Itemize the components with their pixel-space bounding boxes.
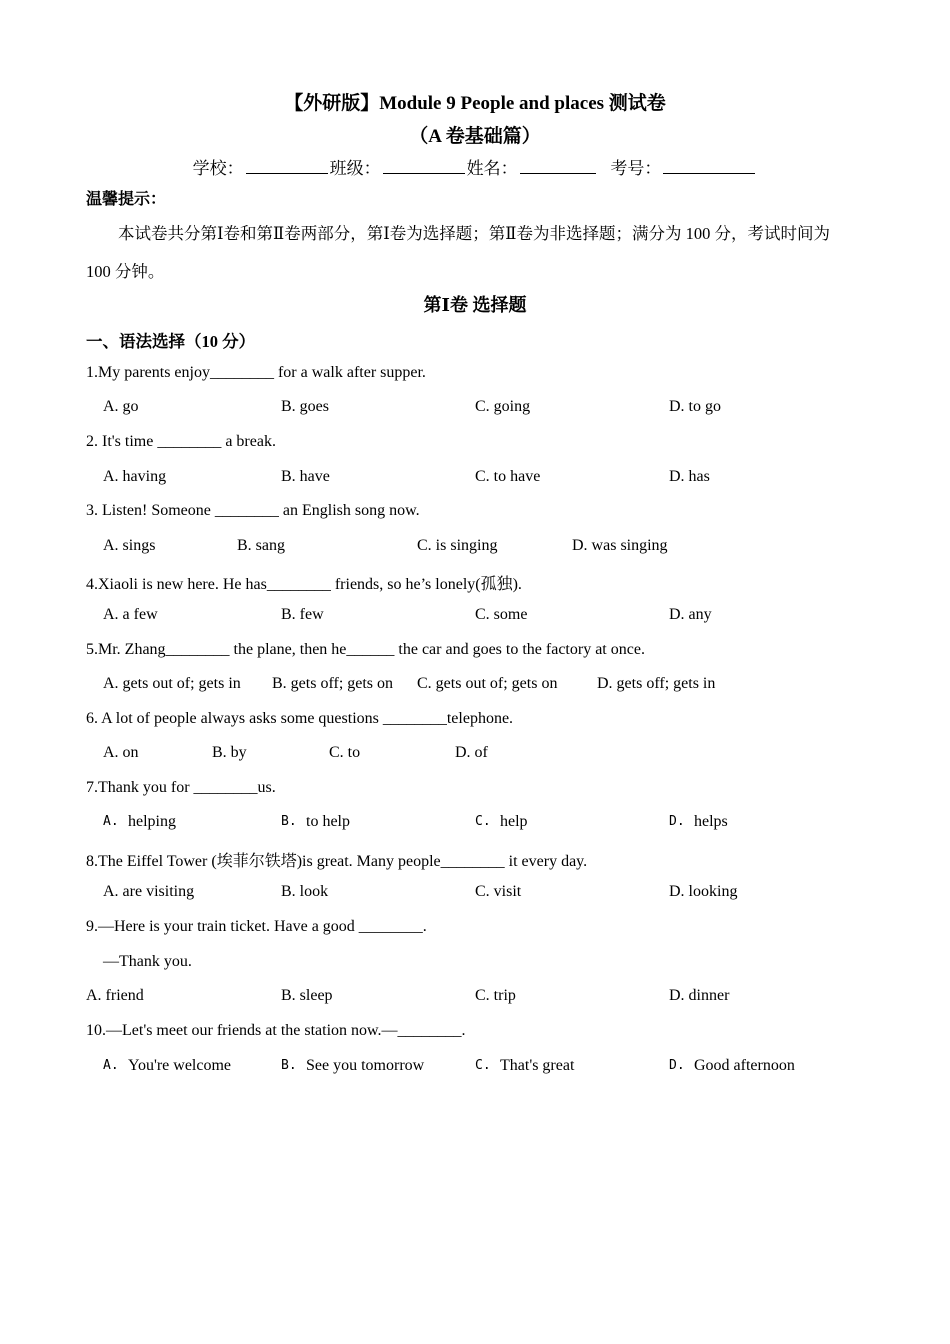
- question-stem: 4.Xiaoli is new here. He has________ friends, so he’s lonely(孤独).: [86, 576, 522, 593]
- option-c: C. visit: [475, 883, 522, 900]
- option-a: A. friend: [86, 987, 144, 1004]
- name-blank: [520, 159, 596, 174]
- option-d: D. was singing: [572, 537, 668, 554]
- class-blank: [383, 159, 465, 174]
- exam-subtitle: （A 卷基础篇）: [409, 126, 541, 147]
- option-b-text: to help: [306, 813, 350, 830]
- exam-title: 【外研版】Module 9 People and places 测试卷: [284, 93, 666, 114]
- option-b: B. few: [281, 606, 324, 623]
- option-c-text: That's great: [500, 1057, 575, 1074]
- option-b-text: See you tomorrow: [306, 1057, 425, 1074]
- option-a: A. gets out of; gets in: [103, 675, 241, 692]
- option-c: C. to: [329, 744, 361, 761]
- option-b-letter: B.: [281, 1058, 297, 1073]
- option-b: B. by: [212, 744, 247, 761]
- notice-line-2: 100 分钟。: [86, 262, 165, 281]
- question-stem: 1.My parents enjoy________ for a walk after supper.: [86, 364, 426, 381]
- question-stem: 7.Thank you for ________us.: [86, 779, 276, 796]
- option-c: C. is singing: [417, 537, 498, 554]
- class-label: 班级：: [329, 159, 381, 178]
- option-d-text: Good afternoon: [694, 1057, 795, 1074]
- option-d: D. any: [669, 606, 712, 623]
- question-stem: 3. Listen! Someone ________ an English song now.: [86, 502, 420, 519]
- question-stem: 6. A lot of people always asks some questions ________telephone.: [86, 710, 514, 727]
- option-b: B. gets off; gets on: [272, 675, 394, 692]
- school-blank: [246, 159, 328, 174]
- option-a: A. on: [103, 744, 139, 761]
- option-b: B. sang: [237, 537, 285, 554]
- option-c: C. gets out of; gets on: [417, 675, 558, 692]
- notice-line-1: 本试卷共分第Ⅰ卷和第Ⅱ卷两部分，第Ⅰ卷为选择题；第Ⅱ卷为非选择题；满分为 100 分，考试时间为: [118, 224, 830, 243]
- option-b: B. have: [281, 468, 330, 485]
- option-b: B. goes: [281, 398, 329, 415]
- name-label: 姓名：: [466, 159, 518, 178]
- option-c: C. to have: [475, 468, 541, 485]
- notice-heading: 温馨提示：: [86, 191, 167, 208]
- option-d-letter: D.: [669, 814, 685, 829]
- option-d: D. looking: [669, 883, 738, 900]
- option-d: D. to go: [669, 398, 721, 415]
- option-a: A. a few: [103, 606, 158, 623]
- question-stem: 5.Mr. Zhang________ the plane, then he______ the car and goes to the factory at once.: [86, 641, 645, 658]
- student-info-row: [0, 154, 950, 179]
- option-c: C. some: [475, 606, 528, 623]
- option-d: D. gets off; gets in: [597, 675, 716, 692]
- option-c-text: help: [500, 813, 528, 830]
- exam-no-blank: [663, 159, 755, 174]
- question-reply: —Thank you.: [103, 953, 192, 970]
- school-label: 学校：: [192, 159, 244, 178]
- option-a-text: You're welcome: [128, 1057, 232, 1074]
- option-d-text: helps: [694, 813, 728, 830]
- option-d: D. of: [455, 744, 488, 761]
- question-stem: 8.The Eiffel Tower (埃菲尔铁塔)is great. Many people________ it every day.: [86, 853, 588, 870]
- option-a: A. having: [103, 468, 167, 485]
- option-a: A. are visiting: [103, 883, 195, 900]
- option-d: D. dinner: [669, 987, 730, 1004]
- option-a: A. sings: [103, 537, 156, 554]
- option-d: D. has: [669, 468, 710, 485]
- option-c-letter: C.: [475, 1058, 491, 1073]
- section-title: 第Ⅰ卷 选择题: [423, 295, 527, 315]
- option-a: A. go: [103, 398, 139, 415]
- option-c: C. going: [475, 398, 531, 415]
- option-b: B. look: [281, 883, 329, 900]
- question-stem: 10.—Let's meet our friends at the station now.—________.: [86, 1022, 466, 1039]
- part-title: 一、语法选择（10 分）: [86, 332, 256, 351]
- option-b: B. sleep: [281, 987, 333, 1004]
- option-a-letter: A.: [103, 814, 119, 829]
- option-c-letter: C.: [475, 814, 491, 829]
- option-b-letter: B.: [281, 814, 297, 829]
- exam-no-label: 考号：: [610, 159, 662, 178]
- option-a-letter: A.: [103, 1058, 119, 1073]
- question-stem: 2. It's time ________ a break.: [86, 433, 276, 450]
- option-c: C. trip: [475, 987, 516, 1004]
- question-stem: 9.—Here is your train ticket. Have a good ________.: [86, 918, 427, 935]
- option-a-text: helping: [128, 813, 176, 830]
- option-d-letter: D.: [669, 1058, 685, 1073]
